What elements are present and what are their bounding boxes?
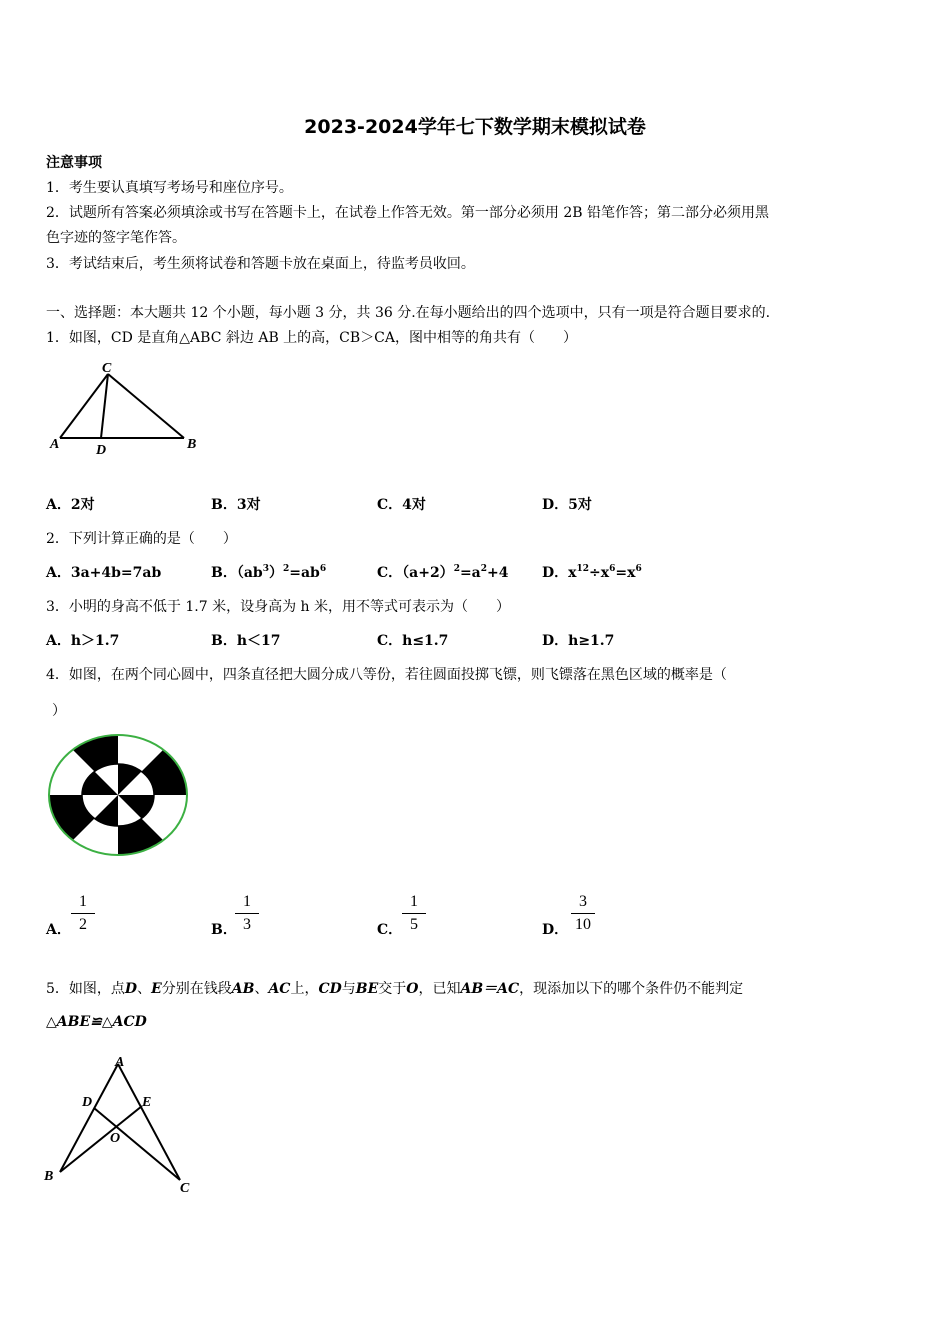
q3-option-d: D．h≥1.7 [542,633,615,649]
q5-label-o: O [110,1131,121,1146]
q1-option-b: B．3对 [211,497,261,513]
q4-option-c-label: C． [377,922,403,938]
q4-option-b-label: B． [211,922,237,938]
q1-label-c: C [102,361,112,376]
q1-label-a: A [50,437,60,452]
q5-label-b: B [44,1169,54,1184]
q4-option-a-label: A． [46,922,71,938]
q1-label-b: B [187,437,197,452]
notes-heading: 注意事项 [46,155,102,171]
q3-option-a: A．h＞1.7 [46,633,120,649]
page-title: 2023-2024学年七下数学期末模拟试卷 [304,116,646,138]
notes-item-3: 3．考试结束后，考生须将试卷和答题卡放在桌面上，待监考员收回。 [46,256,475,272]
q5-label-a: A [115,1055,125,1070]
q2-option-c: C．$(a+2)^2=a^2+4$ [377,564,509,581]
q4-option-d-fraction: 3 10 [571,893,595,934]
q1-stem: 1．如图，CD 是直角△ABC 斜边 AB 上的高，CB＞CA，图中相等的角共有（ ） [46,330,578,346]
notes-item-2: 2．试题所有答案必须填涂或书写在答题卡上，在试卷上作答无效。第一部分必须用 2B 铅笔作答；第二部分必须用黑 [46,205,769,221]
q1-option-c: C．4对 [377,497,426,513]
q4-option-d-label: D． [542,922,569,938]
q5-stem-line2: △ABE≌△ACD [46,1014,147,1030]
q5-label-c: C [180,1181,190,1196]
q2-option-d: D．$x^{12}\div x^6=x^6$ [542,564,642,581]
q2-option-a: A．3a+4b=7ab [46,565,162,581]
q1-label-d: D [96,443,107,456]
q4-option-a-fraction: 1 2 [71,893,95,934]
section-heading: 一、选择题：本大题共 12 个小题，每小题 3 分，共 36 分.在每小题给出的四个选项中，只有一项是符合题目要求的. [46,305,771,321]
q5-stem: 5．如图，点D、E分别在钱段AB、AC上，CD与BE交于O，已知AB＝AC，现添加以下的哪个条件仍不能判定 [46,981,744,997]
q4-option-c-fraction: 1 5 [402,893,426,934]
q3-option-c: C．h≤1.7 [377,633,449,649]
q1-option-d: D．5对 [542,497,592,513]
q4-dartboard-figure [46,732,190,858]
notes-item-1: 1．考生要认真填写考场号和座位序号。 [46,180,293,196]
q1-triangle-figure [48,360,208,456]
q3-option-b: B．h＜17 [211,633,281,649]
q1-option-a: A．2对 [46,497,95,513]
q4-option-b-fraction: 1 3 [235,893,259,934]
q2-option-b: B．$(ab^3)^2=ab^6$ [211,564,327,581]
q5-triangle-figure [42,1052,202,1197]
q5-label-d: D [82,1095,93,1110]
notes-item-2-cont: 色字迹的签字笔作答。 [46,230,186,246]
q5-label-e: E [142,1095,152,1110]
q2-stem: 2．下列计算正确的是（ ） [46,531,237,547]
q4-stem: 4．如图，在两个同心圆中，四条直径把大圆分成八等份，若往圆面投掷飞镖，则飞镖落在黑色区域的概率是（ [46,667,727,683]
q3-stem: 3．小明的身高不低于 1.7 米，设身高为 h 米，用不等式可表示为（ ） [46,599,510,615]
q4-stem-end: ） [52,703,66,719]
